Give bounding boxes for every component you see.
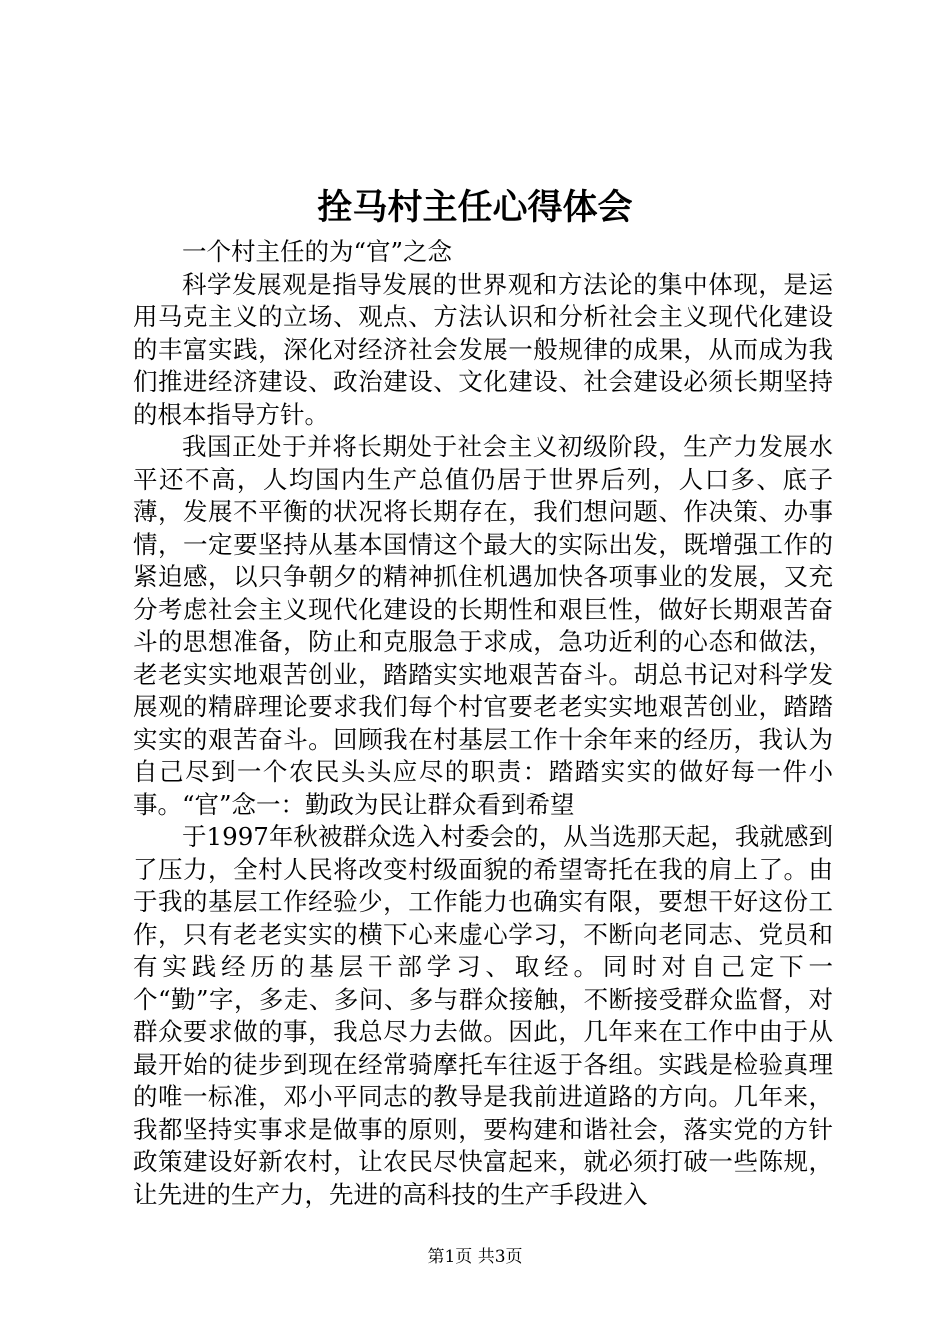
page-number-footer: 第1页 共3页 bbox=[427, 1247, 523, 1267]
paragraph-1: 科学发展观是指导发展的世界观和方法论的集中体现，是运用马克主义的立场、观点、方法认识和分析社会主义现代化建设的丰富实践，深化对经济社会发展一般规律的成果，从而成为我们推进经济建设、政治建设、文化建设、社会建设必须长期坚持的根本指导方针。 bbox=[133, 269, 833, 429]
document-body bbox=[133, 236, 833, 1211]
section-subtitle: 一个村主任的为“官”之念 bbox=[182, 237, 453, 266]
paragraph-2: 我国正处于并将长期处于社会主义初级阶段，生产力发展水平还不高，人均国内生产总值仍居于世界后列，人口多、底子薄，发展不平衡的状况将长期存在，我们想问题、作决策、办事情，一定要坚持从基本国情这个最大的实际出发，既增强工作的紧迫感，以只争朝夕的精神抓住机遇加快各项事业的发展，又充分考虑社会主义现代化建设的长期性和艰巨性，做好长期艰苦奋斗的思想准备，防止和克服急于求成，急功近利的心态和做法，老老实实地艰苦创业，踏踏实实地艰苦奋斗。胡总书记对科学发展观的精辟理论要求我们每个村官要老老实实地艰苦创业，踏踏实实的艰苦奋斗。回顾我在村基层工作十余年来的经历，我认为自己尽到一个农民头头应尽的职责：踏踏实实的做好每一件小事。“官”念一：勤政为民让群众看到希望 bbox=[133, 432, 833, 819]
document-title: 拴马村主任心得体会 bbox=[317, 188, 633, 228]
paragraph-3: 于1997年秋被群众选入村委会的，从当选那天起，我就感到了压力，全村人民将改变村级面貌的希望寄托在我的肩上了。由于我的基层工作经验少，工作能力也确实有限，要想干好这份工作，只有老老实实的横下心来虚心学习，不断向老同志、党员和有实践经历的基层干部学习、取经。同时对自己定下一个“勤”字，多走、多问、多与群众接触，不断接受群众监督，对群众要求做的事，我总尽力去做。因此，几年来在工作中由于从最开始的徒步到现在经常骑摩托车往返于各组。实践是检验真理的唯一标准，邓小平同志的教导是我前进道路的方向。几年来，我都坚持实事求是做事的原则，要构建和谐社会，落实党的方针政策建设好新农村，让农民尽快富起来，就必须打破一些陈规，让先进的生产力，先进的高科技的生产手段进入 bbox=[133, 822, 833, 1209]
